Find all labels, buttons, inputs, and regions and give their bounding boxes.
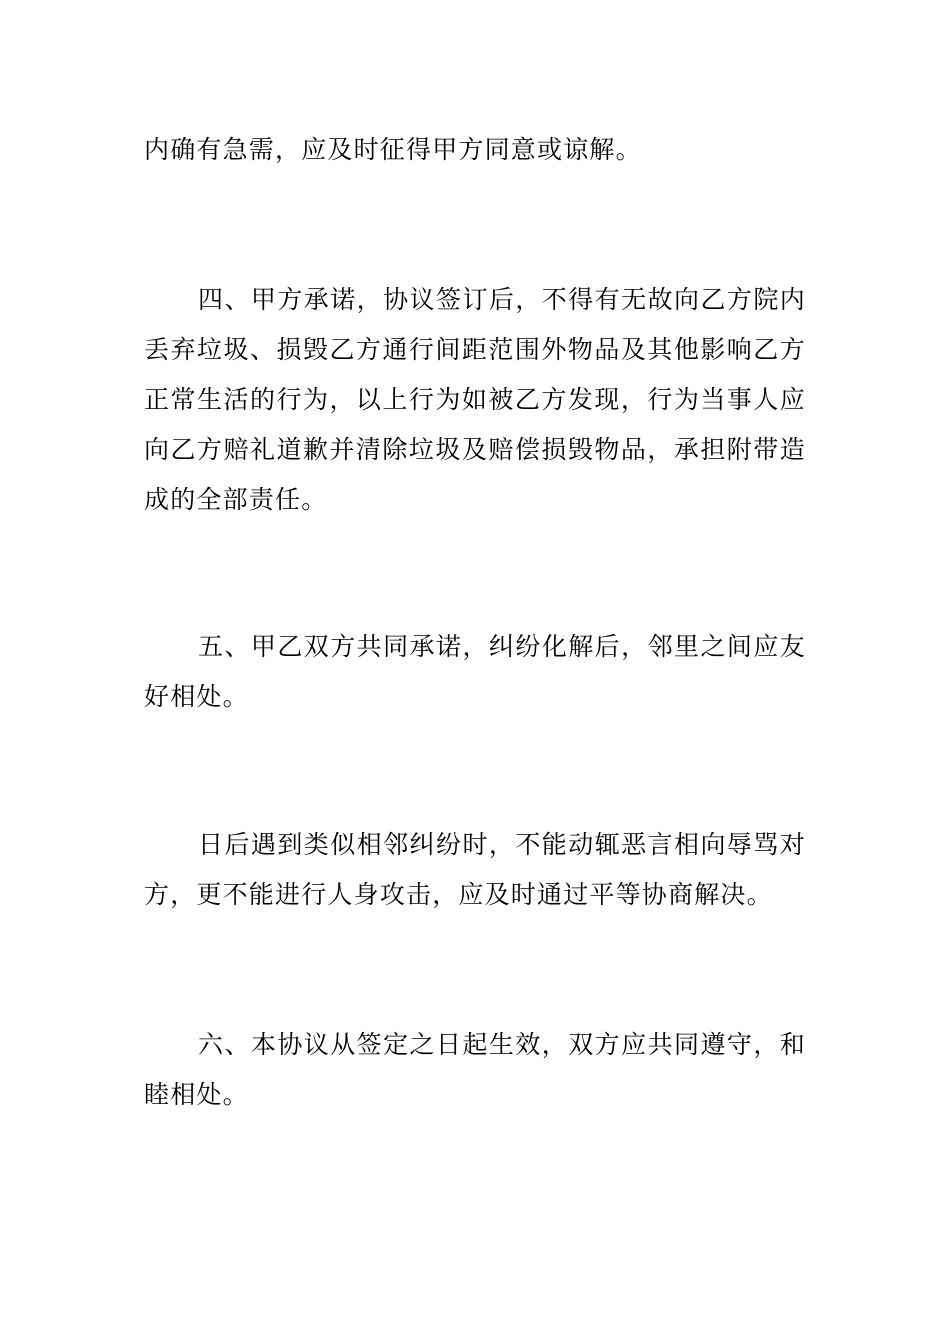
paragraph-clause-four: 四、甲方承诺，协议签订后，不得有无故向乙方院内丢弃垃圾、损毁乙方通行间距范围外物品及其他影响乙方正常生活的行为，以上行为如被乙方发现，行为当事人应向乙方赔礼道歉并清除垃圾及赔偿损毁物品，承担附带造成的全部责任。 — [144, 285, 806, 514]
paragraph-clause-six: 六、本协议从签定之日起生效，双方应共同遵守，和睦相处。 — [144, 1030, 806, 1109]
paragraph-clause-five: 五、甲乙双方共同承诺，纠纷化解后，邻里之间应友好相处。 — [144, 632, 806, 711]
paragraph-future-disputes: 日后遇到类似相邻纠纷时，不能动辄恶言相向辱骂对方，更不能进行人身攻击，应及时通过平等协商解决。 — [144, 830, 806, 909]
paragraph-continuation: 内确有急需，应及时征得甲方同意或谅解。 — [144, 135, 642, 164]
